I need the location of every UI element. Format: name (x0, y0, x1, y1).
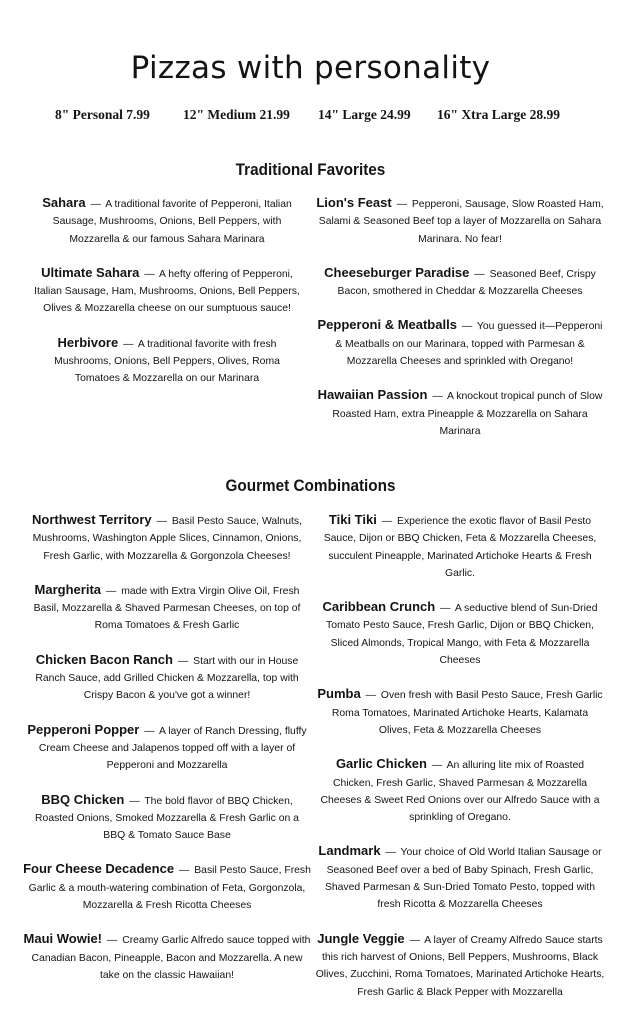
menu-item (22, 511, 312, 565)
item-separator: — (123, 338, 134, 350)
item-name: Pumba (317, 686, 361, 702)
item-description: A layer of Ranch Dressing, fluffy Cream Cheese and Jalapenos topped off with a layer of Pepperoni and Mozzarella (38, 725, 307, 772)
item-name: Pepperoni & Meatballs (317, 317, 457, 333)
item-separator: — (90, 199, 101, 210)
menu-item (27, 791, 307, 845)
item-description: A layer of Creamy Alfredo Sauce starts this rich harvest of Onions, Bell Peppers, Mushrooms, Black Olives, Zucchini, Roma Tomatoes, Marinated Artichoke Hearts, Fresh Garlic & Black Pepper with Mozzarella (315, 934, 605, 998)
item-name: Chicken Bacon Ranch (35, 651, 173, 667)
item-description: A traditional favorite with fresh Mushrooms, Onions, Bell Peppers, Olives, Roma Tomatoes & Mozzarella on our Marinara (54, 338, 280, 385)
menu-item (22, 721, 312, 775)
menu-item (315, 598, 605, 669)
item-separator: — (409, 934, 420, 946)
item-description: Your choice of Old World Italian Sausage or Seasoned Beef over a bed of Baby Spinach, Fresh Garlic, Shaved Parmesan & Sun-Dried Tomato Pesto, topped with fresh Ricotta & Mozzarella Cheeses (324, 847, 602, 911)
item-separator: — (156, 516, 167, 527)
item-separator: — (432, 391, 443, 403)
item-description: Basil Pesto Sauce, Fresh Garlic & a mouth-watering combination of Feta, Gorgonzola, Mozzarella & Fresh Ricotta Cheeses (28, 865, 311, 912)
item-description: A seductive blend of Sun-Dried Tomato Pesto Sauce, Fresh Garlic, Dijon or BBQ Chicken, Sliced Almonds, Tropical Mango, with Feta & Mozzarella Cheeses (326, 603, 598, 667)
item-name: Garlic Chicken (335, 756, 427, 772)
item-name: Sahara (42, 195, 86, 210)
item-separator: — (106, 935, 118, 947)
menu-item (315, 930, 605, 1001)
item-separator: — (144, 268, 155, 280)
gourmet-right-column (315, 511, 605, 1001)
item-description: An alluring lite mix of Roasted Chicken, Fresh Garlic, Shaved Parmesan & Mozzarella Cheeses & Sweet Red Onions over our Alfredo Sauce with a sprinkling of Oregano. (320, 760, 600, 824)
item-separator: — (431, 760, 443, 772)
menu-item (22, 651, 312, 705)
item-description: A traditional favorite of Pepperoni, Italian Sausage, Mushrooms, Onions, Bell Peppers, with Mozzarella & our famous Sahara Marinara (52, 199, 292, 245)
item-description: Oven fresh with Basil Pesto Sauce, Fresh Garlic Roma Tomatoes, Marinated Artichoke Hearts, Kalamata Olives, Feta & Mozzarella Cheeses (331, 690, 603, 736)
item-separator: — (474, 268, 485, 280)
item-separator: — (461, 321, 473, 333)
gourmet-left-column (22, 511, 312, 984)
item-name: BBQ Chicken (41, 791, 125, 807)
menu-item (315, 316, 605, 370)
item-description: The bold flavor of BBQ Chicken, Roasted Onions, Smoked Mozzarella & Fresh Garlic on a BBQ & Tomato Sauce Base (35, 795, 299, 842)
item-description: Basil Pesto Sauce, Walnuts, Mushrooms, Washington Apple Slices, Cinnamon, Onions, Fresh Garlic, with Mozzarella & Gorgonzola Cheeses! (32, 516, 302, 562)
menu-item (22, 581, 312, 635)
item-description: made with Extra Virgin Olive Oil, Fresh Basil, Mozzarella & Shaved Parmesan Cheeses, on top of Roma Tomatoes & Fresh Garlic (33, 585, 301, 632)
size-personal: 8" Personal 7.99 (55, 107, 150, 122)
section-title-gourmet: Gourmet Combinations (225, 476, 396, 495)
item-separator: — (144, 725, 155, 737)
item-description: A knockout tropical punch of Slow Roasted Ham, extra Pineapple & Mozzarella on Sahara Marinara (332, 391, 603, 437)
menu-item (315, 511, 605, 582)
item-separator: — (177, 655, 189, 667)
menu-item (32, 194, 302, 248)
traditional-right-column (315, 194, 605, 440)
item-separator: — (396, 199, 407, 210)
item-name: Ultimate Sahara (41, 264, 140, 280)
item-name: Cheeseburger Paradise (324, 264, 470, 280)
traditional-left-column (22, 194, 312, 388)
menu-item (22, 930, 312, 984)
item-name: Four Cheese Decadence (23, 861, 175, 877)
item-description: You guessed it—Pepperoni & Meatballs on our Marinara, topped with Parmesan & Mozzarella Cheeses and sprinkled with Oregano! (335, 321, 603, 368)
menu-item (315, 842, 605, 913)
item-separator: — (365, 690, 376, 702)
item-separator: — (105, 585, 117, 597)
page-title: Pizzas with personality (130, 50, 491, 86)
menu-item (315, 264, 605, 301)
menu-item (22, 860, 312, 914)
item-description: Experience the exotic flavor of Basil Pesto Sauce, Dijon or BBQ Chicken, Feta & Mozzarella Cheeses, succulent Pineapple, Marinated Artichoke Hearts & Fresh Garlic. (323, 516, 597, 579)
item-name: Tiki Tiki (328, 512, 377, 527)
item-description: Seasoned Beef, Crispy Bacon, smothered in Cheddar & Mozzarella Cheeses (337, 268, 596, 298)
item-name: Pepperoni Popper (27, 721, 140, 737)
item-name: Maui Wowie! (23, 931, 103, 947)
item-separator: — (178, 865, 190, 877)
menu-item (28, 264, 306, 318)
menu-item (42, 334, 292, 388)
size-medium: 12" Medium 21.99 (183, 107, 290, 122)
item-name: Landmark (318, 843, 381, 859)
item-separator: — (440, 603, 451, 615)
menu-item (315, 685, 605, 739)
item-name: Caribbean Crunch (322, 599, 436, 615)
item-name: Northwest Territory (32, 512, 152, 527)
menu-item (315, 755, 605, 826)
menu-item (315, 194, 605, 248)
item-separator: — (129, 795, 140, 807)
item-name: Herbivore (57, 334, 119, 350)
item-name: Hawaiian Passion (317, 387, 428, 403)
size-large: 14" Large 24.99 (318, 107, 411, 122)
menu-item (315, 386, 605, 440)
item-separator: — (385, 847, 396, 859)
item-name: Margherita (34, 581, 102, 597)
item-name: Lion's Feast (316, 195, 392, 210)
item-separator: — (381, 516, 393, 527)
section-title-traditional: Traditional Favorites (235, 160, 386, 179)
item-description: Pepperoni, Sausage, Slow Roasted Ham, Salami & Seasoned Beef top a layer of Mozzarella on Sahara Marinara. No fear! (318, 199, 604, 245)
item-description: Creamy Garlic Alfredo sauce topped with Canadian Bacon, Pineapple, Bacon and Mozzarella. A new take on the classic Hawaiian! (31, 935, 311, 981)
size-xtra-large: 16" Xtra Large 28.99 (437, 107, 560, 122)
item-description: Start with our in House Ranch Sauce, add Grilled Chicken & Mozzarella, top with Crispy Bacon & you've got a winner! (35, 655, 299, 702)
item-description: A hefty offering of Pepperoni, Italian Sausage, Ham, Mushrooms, Onions, Bell Peppers, Olives & Mozzarella cheese on our sumptuous sauce! (34, 268, 300, 315)
item-name: Jungle Veggie (317, 930, 405, 946)
